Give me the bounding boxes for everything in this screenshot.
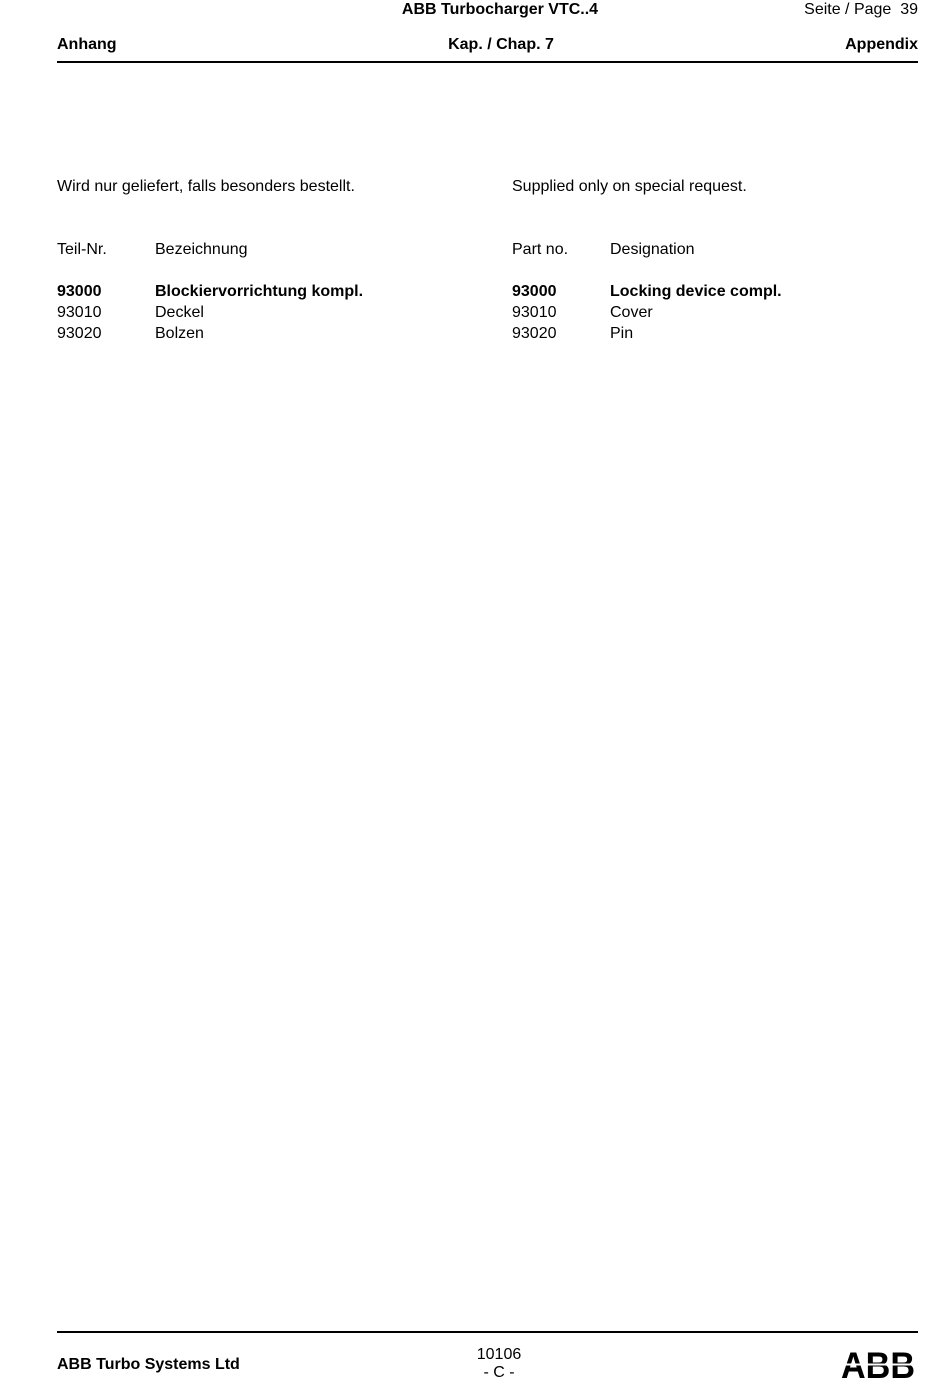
part-number-en: 93020 — [512, 325, 557, 342]
column-header-part-no-de: Teil-Nr. — [57, 241, 107, 258]
part-designation-de: Deckel — [155, 304, 204, 321]
page-number: 39 — [900, 1, 918, 18]
column-header-part-no-en: Part no. — [512, 241, 569, 258]
notice-en: Supplied only on special request. — [512, 178, 747, 195]
header-rule — [57, 61, 918, 63]
part-number-en: 93010 — [512, 304, 557, 321]
section-label-en: Appendix — [845, 36, 918, 53]
footer-company: ABB Turbo Systems Ltd — [57, 1356, 240, 1373]
document-title: ABB Turbocharger VTC..4 — [401, 1, 599, 18]
column-header-designation-de: Bezeichnung — [155, 241, 248, 258]
chapter-label: Kap. / Chap. 7 — [448, 36, 554, 53]
footer-doc-info — [0, 1346, 950, 1382]
footer-doc-number: 10106 — [476, 1346, 522, 1363]
part-designation-en: Pin — [610, 325, 634, 342]
part-designation-de: Blockiervorrichtung kompl. — [155, 283, 364, 300]
part-number-de: 93020 — [57, 325, 102, 342]
page-indicator — [804, 1, 918, 19]
part-number-en: 93000 — [512, 283, 557, 300]
abb-logo — [841, 1350, 915, 1379]
part-designation-en: Cover — [610, 304, 653, 321]
column-header-designation-en: Designation — [610, 241, 695, 258]
section-label-de: Anhang — [57, 36, 117, 53]
part-designation-en: Locking device compl. — [610, 283, 782, 300]
part-number-de: 93000 — [57, 283, 102, 300]
notice-de: Wird nur geliefert, falls besonders bestellt. — [57, 178, 355, 195]
part-designation-de: Bolzen — [155, 325, 204, 342]
footer-rule — [57, 1331, 918, 1333]
page-label: Seite / Page — [804, 1, 892, 18]
part-number-de: 93010 — [57, 304, 102, 321]
footer-revision: - C - — [483, 1364, 515, 1381]
